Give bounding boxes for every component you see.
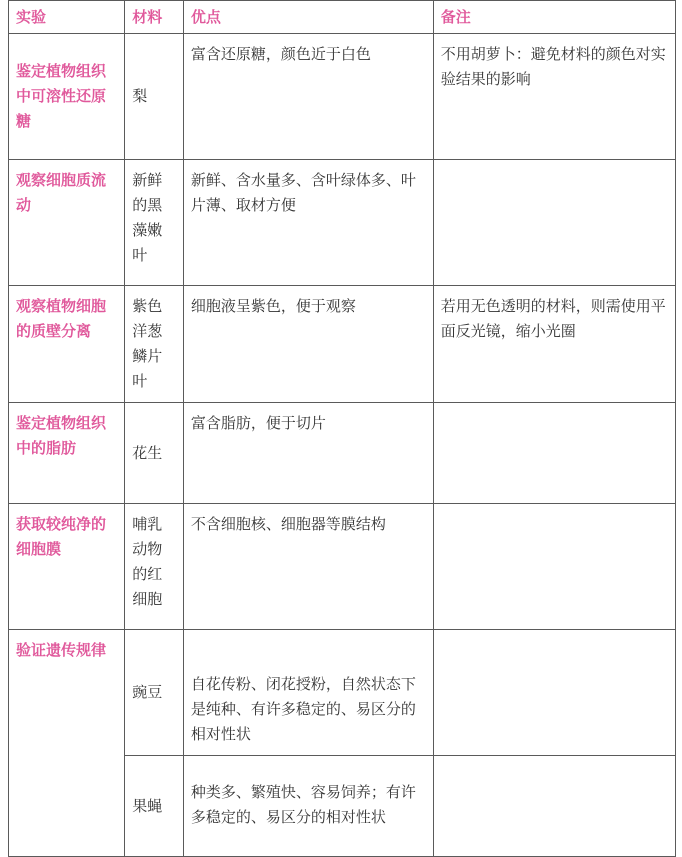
- table-row: [9, 630, 676, 756]
- header-experiment: 实验: [9, 1, 125, 34]
- cell-note: 不用胡萝卜：避免材料的颜色对实验结果的影响: [433, 34, 675, 160]
- table-row: [9, 160, 676, 286]
- cell-material: 紫色洋葱鳞片叶: [125, 286, 184, 403]
- experiment-materials-table: [8, 0, 676, 857]
- cell-material: 哺乳动物的红细胞: [125, 504, 184, 630]
- cell-material: 新鲜的黑藻嫩叶: [125, 160, 184, 286]
- header-advantage: 优点: [183, 1, 433, 34]
- table-row: [9, 286, 676, 403]
- table-header-row: [9, 1, 676, 34]
- cell-experiment: 鉴定植物组织中可溶性还原糖: [9, 34, 125, 160]
- cell-advantage: 自花传粉、闭花授粉，自然状态下是纯种、有许多稳定的、易区分的相对性状: [183, 630, 433, 756]
- cell-note: 若用无色透明的材料，则需使用平面反光镜，缩小光圈: [433, 286, 675, 403]
- cell-advantage: 种类多、繁殖快、容易饲养；有许多稳定的、易区分的相对性状: [183, 756, 433, 857]
- cell-advantage: 细胞液呈紫色，便于观察: [183, 286, 433, 403]
- cell-experiment: 鉴定植物组织中的脂肪: [9, 403, 125, 504]
- table-row: [9, 504, 676, 630]
- cell-note: [433, 403, 675, 504]
- cell-advantage: 富含还原糖，颜色近于白色: [183, 34, 433, 160]
- cell-material: 花生: [125, 403, 184, 504]
- cell-material: 果蝇: [125, 756, 184, 857]
- cell-material: 梨: [125, 34, 184, 160]
- cell-note: [433, 160, 675, 286]
- header-material: 材料: [125, 1, 184, 34]
- cell-experiment: 观察植物细胞的质壁分离: [9, 286, 125, 403]
- header-note: 备注: [433, 1, 675, 34]
- table-row: [9, 403, 676, 504]
- cell-note: [433, 630, 675, 756]
- table-row: [9, 34, 676, 160]
- cell-advantage: 新鲜、含水量多、含叶绿体多、叶片薄、取材方便: [183, 160, 433, 286]
- cell-material: 豌豆: [125, 630, 184, 756]
- cell-advantage: 不含细胞核、细胞器等膜结构: [183, 504, 433, 630]
- cell-advantage: 富含脂肪，便于切片: [183, 403, 433, 504]
- cell-experiment: 获取较纯净的细胞膜: [9, 504, 125, 630]
- cell-note: [433, 756, 675, 857]
- cell-note: [433, 504, 675, 630]
- cell-experiment: 验证遗传规律: [9, 630, 125, 857]
- cell-experiment: 观察细胞质流动: [9, 160, 125, 286]
